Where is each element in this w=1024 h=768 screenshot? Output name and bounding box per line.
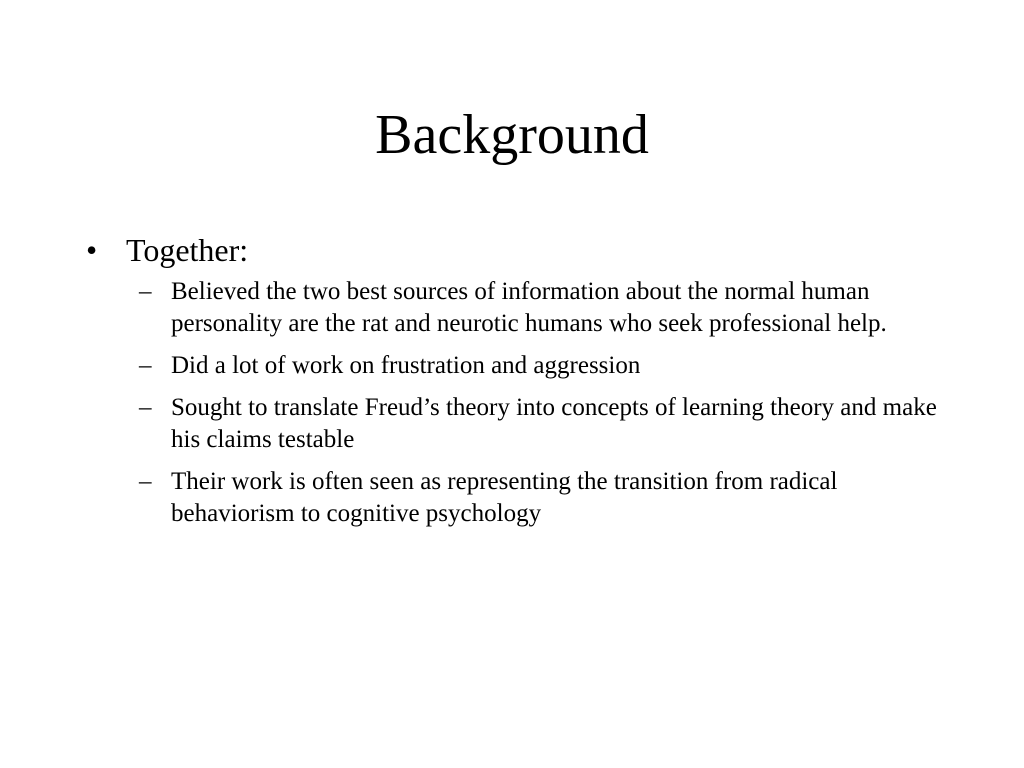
bullet-text: Together: bbox=[126, 232, 249, 268]
dash-icon: – bbox=[139, 352, 152, 379]
sub-bullet-text: Sought to translate Freud’s theory into concepts of learning theory and make his claims testable bbox=[171, 394, 937, 453]
sub-bullet-text: Believed the two best sources of information about the normal human personality are the rat and neurotic humans who seek professional help. bbox=[171, 278, 887, 337]
bullet-icon: • bbox=[86, 232, 98, 268]
dash-icon: – bbox=[139, 468, 152, 495]
bullet-item bbox=[86, 230, 946, 270]
sub-bullet-item bbox=[139, 392, 946, 456]
sub-bullet-text: Did a lot of work on frustration and aggression bbox=[171, 352, 641, 379]
sub-bullet-text: Their work is often seen as representing the transition from radical behaviorism to cognitive psychology bbox=[171, 468, 838, 527]
sub-bullet-item bbox=[139, 276, 946, 340]
sub-bullet-item bbox=[139, 350, 946, 382]
slide-body bbox=[86, 230, 946, 540]
slide-title: Background bbox=[375, 104, 649, 166]
sub-bullet-list bbox=[139, 276, 946, 530]
dash-icon: – bbox=[139, 394, 152, 421]
sub-bullet-item bbox=[139, 466, 946, 530]
dash-icon: – bbox=[139, 278, 152, 305]
